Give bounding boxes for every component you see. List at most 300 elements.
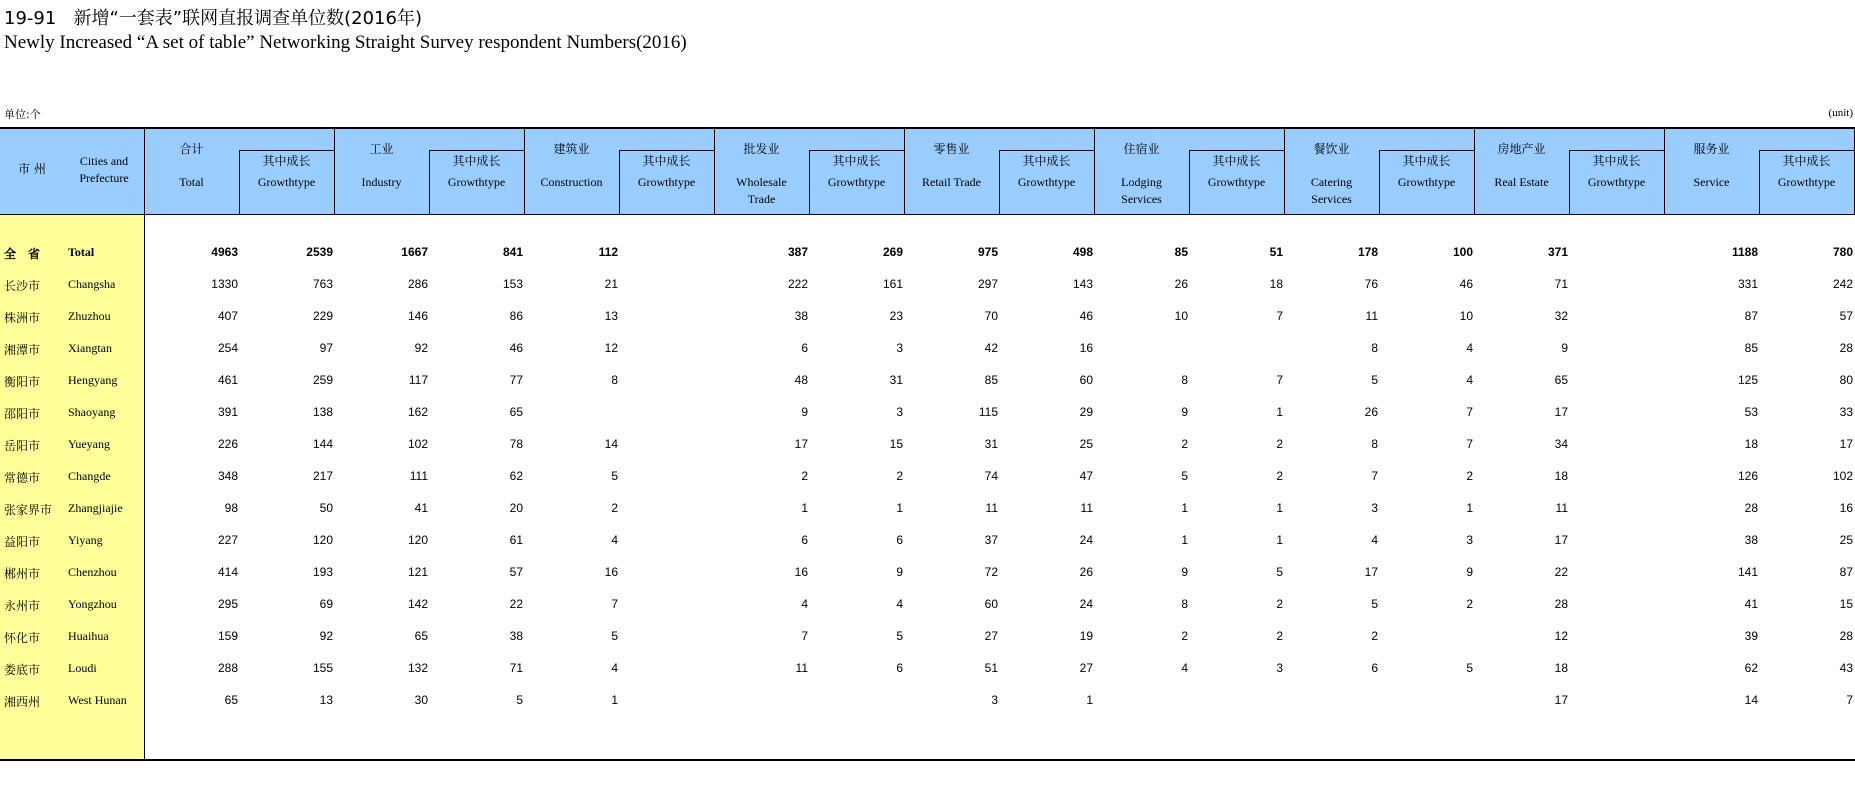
table-cell: 5 (896, 629, 903, 643)
table-cell: 51 (984, 661, 998, 675)
table-cell: 27 (984, 629, 998, 643)
table-cell: 1 (611, 693, 618, 707)
table-cell: 28 (1554, 597, 1568, 611)
table-cell: 46 (509, 341, 523, 355)
table-cell: 85 (1174, 245, 1188, 259)
table-cell: 9 (1181, 405, 1188, 419)
header-group-cn: 房地产业 (1497, 142, 1546, 156)
table-cell: 16 (1079, 341, 1093, 355)
table-cell: 8 (1181, 597, 1188, 611)
table-cell: 4 (1371, 533, 1378, 547)
table-cell: 226 (217, 437, 238, 451)
table-cell: 26 (1364, 405, 1378, 419)
header-growth-en: Growthtype (257, 175, 316, 189)
table-cell: 3 (991, 693, 998, 707)
table-cell: 841 (502, 245, 523, 259)
table-cell: 5 (1371, 597, 1378, 611)
table-cell: 42 (984, 341, 998, 355)
table-cell: 10 (1459, 309, 1473, 323)
table-cell: 31 (984, 437, 998, 451)
header-growth-line (1759, 150, 1854, 151)
table-row (0, 300, 1855, 332)
table-cell: 414 (217, 565, 238, 579)
table-cell: 38 (1744, 533, 1758, 547)
table-cell: 7 (1466, 437, 1473, 451)
table-cell: 254 (217, 341, 238, 355)
table-row (0, 396, 1855, 428)
table-cell: 65 (224, 693, 238, 707)
header-growth-en: Growthtype (1017, 175, 1076, 189)
table-cell: 23 (889, 309, 903, 323)
table-cell: 3 (1276, 661, 1283, 675)
table-row (0, 620, 1855, 652)
city-header-cn: 市 州 (18, 162, 46, 176)
header-growth-line (1379, 150, 1474, 151)
table-cell: 143 (1072, 277, 1093, 291)
table-cell: 2 (1276, 437, 1283, 451)
table-cell: 4 (1466, 373, 1473, 387)
table-cell: 407 (217, 309, 238, 323)
table-cell: 78 (509, 437, 523, 451)
row-city-cn: 郴州市 (4, 567, 41, 581)
header-growth-cn: 其中成长 (1782, 154, 1831, 168)
table-row (0, 556, 1855, 588)
row-city-cn: 岳阳市 (4, 439, 41, 453)
table-cell: 85 (984, 373, 998, 387)
table-cell: 269 (882, 245, 903, 259)
table-cell: 70 (984, 309, 998, 323)
table-cell: 348 (217, 469, 238, 483)
header-growth-cn: 其中成长 (832, 154, 881, 168)
table-cell: 121 (407, 565, 428, 579)
table-cell: 33 (1839, 405, 1853, 419)
table-cell: 60 (984, 597, 998, 611)
header-growth-line (239, 150, 334, 151)
table-cell: 71 (509, 661, 523, 675)
table-cell: 153 (502, 277, 523, 291)
table-row (0, 588, 1855, 620)
table-cell: 7 (1466, 405, 1473, 419)
row-city-cn: 永州市 (4, 599, 41, 613)
header-growth-en: Growthtype (1397, 175, 1456, 189)
header-growth-en: Growthtype (1587, 175, 1646, 189)
table-cell: 16 (1839, 501, 1853, 515)
row-city-cn: 益阳市 (4, 535, 41, 549)
table-cell: 115 (978, 405, 998, 419)
table-cell: 126 (1737, 469, 1758, 483)
table-cell: 3 (896, 341, 903, 355)
table-cell: 21 (604, 277, 618, 291)
table-cell: 1330 (211, 277, 238, 291)
table-cell: 11 (1080, 501, 1093, 515)
table-cell: 65 (509, 405, 523, 419)
table-cell: 297 (977, 277, 998, 291)
row-city-en: Shaoyang (68, 405, 116, 419)
table-cell: 2 (896, 469, 903, 483)
header-growth-cn: 其中成长 (452, 154, 501, 168)
table-cell: 217 (312, 469, 333, 483)
table-cell: 9 (1466, 565, 1473, 579)
table-cell: 38 (794, 309, 808, 323)
table-cell: 7 (1371, 469, 1378, 483)
header-group-en: Industry (361, 175, 402, 189)
table-cell: 43 (1839, 661, 1853, 675)
table-cell: 2 (1371, 629, 1378, 643)
row-city-en: West Hunan (68, 693, 127, 707)
table-cell: 2 (1466, 597, 1473, 611)
table-cell: 9 (1561, 341, 1568, 355)
table-cell: 86 (509, 309, 523, 323)
table-cell: 102 (1832, 469, 1853, 483)
header-growth-cn: 其中成长 (1592, 154, 1641, 168)
table-cell: 50 (319, 501, 333, 515)
table-cell: 16 (604, 565, 618, 579)
row-city-en: Yongzhou (68, 597, 117, 611)
table-cell: 17 (1839, 437, 1853, 451)
table-cell: 17 (794, 437, 808, 451)
table-cell: 142 (407, 597, 428, 611)
table-cell: 288 (217, 661, 238, 675)
header-growth-line (1569, 150, 1664, 151)
table-cell: 6 (801, 533, 808, 547)
table-cell: 25 (1079, 437, 1093, 451)
table-cell: 461 (217, 373, 238, 387)
header-group-en: Service (1693, 175, 1730, 189)
table-cell: 28 (1839, 341, 1853, 355)
header-growth-en: Growthtype (447, 175, 506, 189)
table-cell: 120 (407, 533, 428, 547)
row-city-cn: 湘潭市 (4, 343, 41, 357)
header-group-en: Construction (540, 175, 603, 189)
table-cell: 34 (1554, 437, 1568, 451)
header-growth-line (619, 150, 714, 151)
row-city-cn: 张家界市 (4, 503, 53, 517)
table-cell: 26 (1079, 565, 1093, 579)
table-cell: 62 (509, 469, 523, 483)
table-cell: 4 (896, 597, 903, 611)
header-group-cn: 零售业 (933, 142, 970, 156)
table-cell: 11 (1555, 501, 1568, 515)
header-growth-cn: 其中成长 (642, 154, 691, 168)
table-cell: 4 (1466, 341, 1473, 355)
table-row (0, 236, 1855, 268)
table-cell: 9 (896, 565, 903, 579)
table-row (0, 460, 1855, 492)
table-cell: 20 (509, 501, 523, 515)
table-cell: 387 (787, 245, 808, 259)
table-cell: 2 (1181, 629, 1188, 643)
table-cell: 17 (1554, 405, 1568, 419)
table-row (0, 268, 1855, 300)
table-cell: 2 (1276, 469, 1283, 483)
row-city-en: Xiangtan (68, 341, 112, 355)
table-row (0, 332, 1855, 364)
table-cell: 161 (882, 277, 903, 291)
table-row (0, 364, 1855, 396)
header-group-cn: 合计 (179, 142, 204, 156)
header-growth-en: Growthtype (1207, 175, 1266, 189)
table-cell: 146 (407, 309, 428, 323)
table-cell: 53 (1744, 405, 1758, 419)
table-cell: 38 (509, 629, 523, 643)
table-row (0, 652, 1855, 684)
table-cell: 2 (1276, 597, 1283, 611)
city-header-en: Cities and Prefecture (79, 154, 129, 185)
table-cell: 111 (409, 469, 428, 483)
table-cell: 80 (1839, 373, 1853, 387)
header-group-cn: 住宿业 (1123, 142, 1160, 156)
table-cell: 102 (407, 437, 428, 451)
table-cell: 5 (1466, 661, 1473, 675)
table-cell: 18 (1554, 469, 1568, 483)
table-cell: 1 (1181, 533, 1188, 547)
table-cell: 98 (224, 501, 238, 515)
table-cell: 1 (1276, 405, 1283, 419)
table-cell: 13 (319, 693, 333, 707)
table-cell: 1 (1466, 501, 1473, 515)
table-cell: 6 (896, 661, 903, 675)
table-cell: 7 (611, 597, 618, 611)
table-row (0, 492, 1855, 524)
table-cell: 77 (509, 373, 523, 387)
table-cell: 18 (1744, 437, 1758, 451)
table-cell: 7 (1276, 373, 1283, 387)
table-cell: 15 (889, 437, 903, 451)
table-cell: 74 (984, 469, 998, 483)
table-cell: 92 (414, 341, 428, 355)
row-city-en: Total (68, 245, 95, 259)
table-cell: 1188 (1731, 245, 1758, 259)
table-cell: 28 (1744, 501, 1758, 515)
table-cell: 47 (1079, 469, 1093, 483)
row-city-cn: 怀化市 (4, 631, 41, 645)
table-cell: 3 (1371, 501, 1378, 515)
table-cell: 19 (1079, 629, 1093, 643)
table-cell: 125 (1737, 373, 1758, 387)
table-cell: 498 (1072, 245, 1093, 259)
table-cell: 46 (1459, 277, 1473, 291)
table-cell: 5 (1371, 373, 1378, 387)
table-cell: 1 (1276, 501, 1283, 515)
table-cell: 69 (319, 597, 333, 611)
row-city-cn: 娄底市 (4, 663, 41, 677)
table-title-chinese: 19-91 新增“一套表”联网直报调查单位数(2016年) (4, 8, 422, 29)
table-title-english: Newly Increased “A set of table” Networking Straight Survey respondent Numbers(2016) (4, 32, 687, 53)
header-growth-en: Growthtype (1777, 175, 1836, 189)
row-city-cn: 衡阳市 (4, 375, 41, 389)
table-cell: 9 (801, 405, 808, 419)
row-city-en: Huaihua (68, 629, 109, 643)
table-cell: 259 (312, 373, 333, 387)
row-city-en: Hengyang (68, 373, 118, 387)
table-cell: 227 (217, 533, 238, 547)
table-cell: 65 (1554, 373, 1568, 387)
row-city-en: Yueyang (68, 437, 110, 451)
table-cell: 141 (1737, 565, 1758, 579)
table-cell: 8 (1371, 437, 1378, 451)
table-cell: 17 (1554, 693, 1568, 707)
table-cell: 6 (801, 341, 808, 355)
row-city-cn: 株洲市 (4, 311, 41, 325)
table-cell: 15 (1839, 597, 1853, 611)
table-cell: 11 (1365, 309, 1378, 323)
table-cell: 6 (1371, 661, 1378, 675)
header-growth-en: Growthtype (827, 175, 886, 189)
table-cell: 3 (896, 405, 903, 419)
table-cell: 229 (312, 309, 333, 323)
table-cell: 85 (1744, 341, 1758, 355)
table-cell: 65 (414, 629, 428, 643)
table-cell: 57 (509, 565, 523, 579)
header-group-en: Retail Trade (922, 175, 981, 189)
table-cell: 22 (509, 597, 523, 611)
table-cell: 2 (1466, 469, 1473, 483)
table-cell: 1 (1181, 501, 1188, 515)
table-cell: 76 (1364, 277, 1378, 291)
table-cell: 24 (1079, 597, 1093, 611)
table-cell: 48 (794, 373, 808, 387)
table-cell: 4 (1181, 661, 1188, 675)
table-cell: 7 (1846, 693, 1853, 707)
table-cell: 8 (611, 373, 618, 387)
table-cell: 62 (1744, 661, 1758, 675)
table-cell: 5 (1181, 469, 1188, 483)
table-cell: 22 (1554, 565, 1568, 579)
table-cell: 1 (1276, 533, 1283, 547)
table-cell: 2 (1276, 629, 1283, 643)
header-growth-line (429, 150, 524, 151)
table-cell: 12 (1554, 629, 1568, 643)
table-cell: 51 (1269, 245, 1283, 259)
table-cell: 32 (1554, 309, 1568, 323)
table-cell: 12 (604, 341, 618, 355)
header-growth-cn: 其中成长 (1212, 154, 1261, 168)
table-cell: 2 (801, 469, 808, 483)
row-city-en: Changsha (68, 277, 116, 291)
table-cell: 763 (312, 277, 333, 291)
table-cell: 117 (408, 373, 428, 387)
table-cell: 61 (509, 533, 523, 547)
header-growth-cn: 其中成长 (262, 154, 311, 168)
table-cell: 975 (977, 245, 998, 259)
table-cell: 97 (319, 341, 333, 355)
statistics-table (0, 127, 1855, 761)
table-cell: 331 (1737, 277, 1758, 291)
table-cell: 6 (896, 533, 903, 547)
table-cell: 17 (1554, 533, 1568, 547)
header-group-en: Catering Services (1310, 175, 1353, 206)
header-group-cn: 批发业 (743, 142, 780, 156)
table-cell: 1 (896, 501, 903, 515)
table-row (0, 524, 1855, 556)
table-cell: 286 (407, 277, 428, 291)
table-cell: 18 (1554, 661, 1568, 675)
row-city-cn: 邵阳市 (4, 407, 41, 421)
table-cell: 242 (1832, 277, 1853, 291)
table-cell: 9 (1181, 565, 1188, 579)
row-city-en: Changde (68, 469, 111, 483)
table-cell: 41 (414, 501, 428, 515)
table-cell: 138 (312, 405, 333, 419)
row-city-cn: 湘西州 (4, 695, 41, 709)
table-cell: 92 (319, 629, 333, 643)
table-cell: 31 (889, 373, 903, 387)
table-cell: 27 (1079, 661, 1093, 675)
table-cell: 16 (794, 565, 808, 579)
row-city-en: Yiyang (68, 533, 103, 547)
table-cell: 5 (611, 469, 618, 483)
row-city-cn: 常德市 (4, 471, 41, 485)
table-cell: 7 (801, 629, 808, 643)
table-cell: 8 (1371, 341, 1378, 355)
header-growth-cn: 其中成长 (1402, 154, 1451, 168)
header-group-en: Real Estate (1494, 175, 1549, 189)
table-cell: 30 (414, 693, 428, 707)
table-cell: 144 (312, 437, 333, 451)
table-cell: 120 (312, 533, 333, 547)
unit-label-english: (unit) (1828, 107, 1853, 119)
table-cell: 87 (1744, 309, 1758, 323)
row-city-cn: 长沙市 (4, 279, 41, 293)
table-cell: 5 (1276, 565, 1283, 579)
header-growth-line (809, 150, 904, 151)
table-cell: 14 (604, 437, 618, 451)
header-growth-line (1189, 150, 1284, 151)
header-growth-en: Growthtype (637, 175, 696, 189)
row-city-en: Zhangjiajie (68, 501, 123, 515)
table-cell: 7 (1276, 309, 1283, 323)
table-cell: 162 (407, 405, 428, 419)
header-growth-line (999, 150, 1094, 151)
table-cell: 4 (801, 597, 808, 611)
table-cell: 178 (1357, 245, 1378, 259)
table-cell: 57 (1839, 309, 1853, 323)
table-cell: 71 (1554, 277, 1568, 291)
table-cell: 39 (1744, 629, 1758, 643)
table-cell: 2 (1181, 437, 1188, 451)
table-cell: 60 (1079, 373, 1093, 387)
table-cell: 1 (1086, 693, 1093, 707)
table-cell: 193 (312, 565, 333, 579)
row-city-cn: 全 省 (4, 247, 41, 261)
table-cell: 26 (1174, 277, 1188, 291)
table-cell: 112 (598, 245, 618, 259)
table-cell: 41 (1744, 597, 1758, 611)
row-city-en: Chenzhou (68, 565, 117, 579)
table-row (0, 684, 1855, 716)
header-group-en: Wholesale Trade (736, 175, 787, 206)
table-cell: 18 (1269, 277, 1283, 291)
table-cell: 5 (516, 693, 523, 707)
header-group-en: Lodging Services (1121, 175, 1162, 206)
table-cell: 11 (795, 661, 808, 675)
header-group-cn: 餐饮业 (1313, 142, 1350, 156)
table-cell: 100 (1452, 245, 1473, 259)
table-cell: 2539 (306, 245, 333, 259)
table-cell: 11 (985, 501, 998, 515)
row-city-en: Zhuzhou (68, 309, 111, 323)
table-cell: 13 (604, 309, 618, 323)
row-city-en: Loudi (68, 661, 97, 675)
table-cell: 3 (1466, 533, 1473, 547)
table-cell: 371 (1547, 245, 1568, 259)
table-cell: 391 (217, 405, 238, 419)
table-row (0, 428, 1855, 460)
header-group-en: Total (179, 175, 204, 189)
table-cell: 1667 (401, 245, 428, 259)
table-cell: 24 (1079, 533, 1093, 547)
header-group-cn: 服务业 (1693, 142, 1730, 156)
